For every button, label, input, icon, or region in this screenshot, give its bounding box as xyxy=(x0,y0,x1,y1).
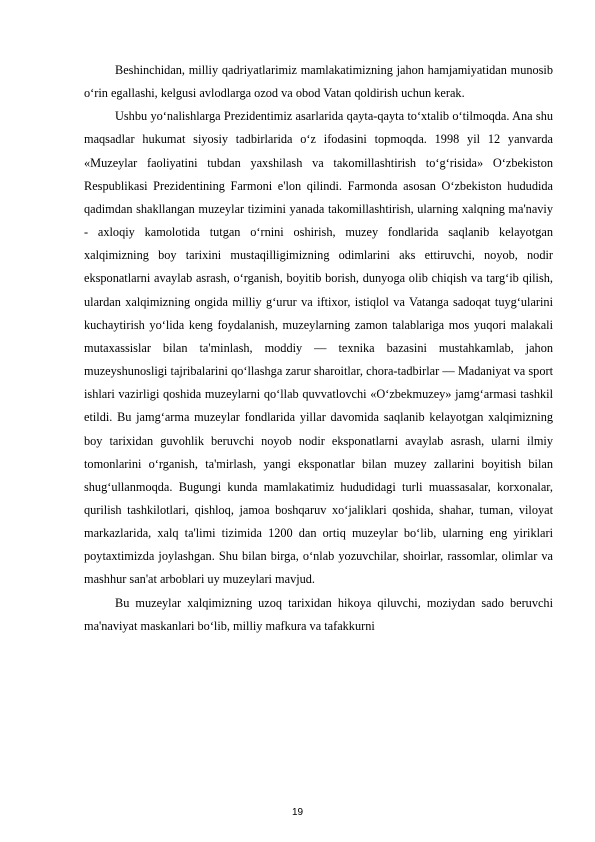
paragraph-2: Ushbu yo‘nalishlarga Prezidentimiz asarlarida qayta-qayta to‘xtalib o‘tilmoqda. Ana shu maqsadlar hukumat siyosiy tadbirlarida o‘z ifodasini topmoqda. 1998 yil 12 yanvarda «Muzeylar faoliyatini tubdan yaxshilash va takomillashtirish to‘g‘risida» O‘zbekiston Respublikasi Prezidentining Farmoni e'lon qilindi. Farmonda asosan O‘zbekiston hududida qadimdan shakllangan muzeylar tizimini yanada takomillashtirish, ularning xalqning ma'naviy - axloqiy kamolotida tutgan o‘rnini oshirish, muzey fondlarida saqlanib kelayotgan xalqimizning boy tarixini mustaqilligimizning odimlarini aks ettiruvchi, noyob, nodir eksponatlarni avaylab asrash, o‘rganish, boyitib borish, dunyoga olib chiqish va targ‘ib qilish, ulardan xalqimizning ongida milliy g‘urur va iftixor, istiqlol va Vatanga sadoqat tuyg‘ularini kuchaytirish yo‘lida keng foydalanish, muzeylarning zamon talablariga mos yuqori malakali mutaxassislar bilan ta'minlash, moddiy — texnika bazasini mustahkamlab, jahon muzeyshunosligi tajribalarini qo‘llashga zarur sharoitlar, chora-tadbirlar — Madaniyat va sport ishlari vazirligi qoshida muzeylarni qo‘llab quvvatlovchi «O‘zbekmuzey» jamg‘armasi tashkil etildi. Bu jamg‘arma muzeylar fondlarida yillar davomida saqlanib kelayotgan xalqimizning boy tarixidan guvohlik beruvchi noyob nodir eksponatlarni avaylab asrash, ularni ilmiy tomonlarini o‘rganish, ta'mirlash, yangi eksponatlar bilan muzey zallarini boyitish bilan shug‘ullanmoqda. Bugungi kunda mamlakatimiz hududidagi turli muassasalar, korxonalar, qurilish tashkilotlari, qishloq, jamoa boshqaruv xo‘jaliklari qoshida, shahar, tuman, viloyat markazlarida, xalq ta'limi tizimida 1200 dan ortiq muzeylar bo‘lib, ularning eng yiriklari poytaxtimizda joylashgan. Shu bilan birga, o‘nlab yozuvchilar, shoirlar, rassomlar, olimlar va mashhur san'at arboblari uy muzeylari mavjud. xyxy=(84,109,553,587)
page-number: 19 xyxy=(291,807,304,818)
paragraph-3: Bu muzeylar xalqimizning uzoq tarixidan hikoya qiluvchi, moziydan sado beruvchi ma'naviyat maskanlari bo‘lib, milliy mafkura va tafakkurni xyxy=(84,595,553,633)
body-text xyxy=(84,59,553,638)
paragraph-1: Beshinchidan, milliy qadriyatlarimiz mamlakatimizning jahon hamjamiyatidan munosib o‘rin egallashi, kelgusi avlodlarga ozod va obod Vatan qoldirish uchun kerak. xyxy=(84,63,553,101)
